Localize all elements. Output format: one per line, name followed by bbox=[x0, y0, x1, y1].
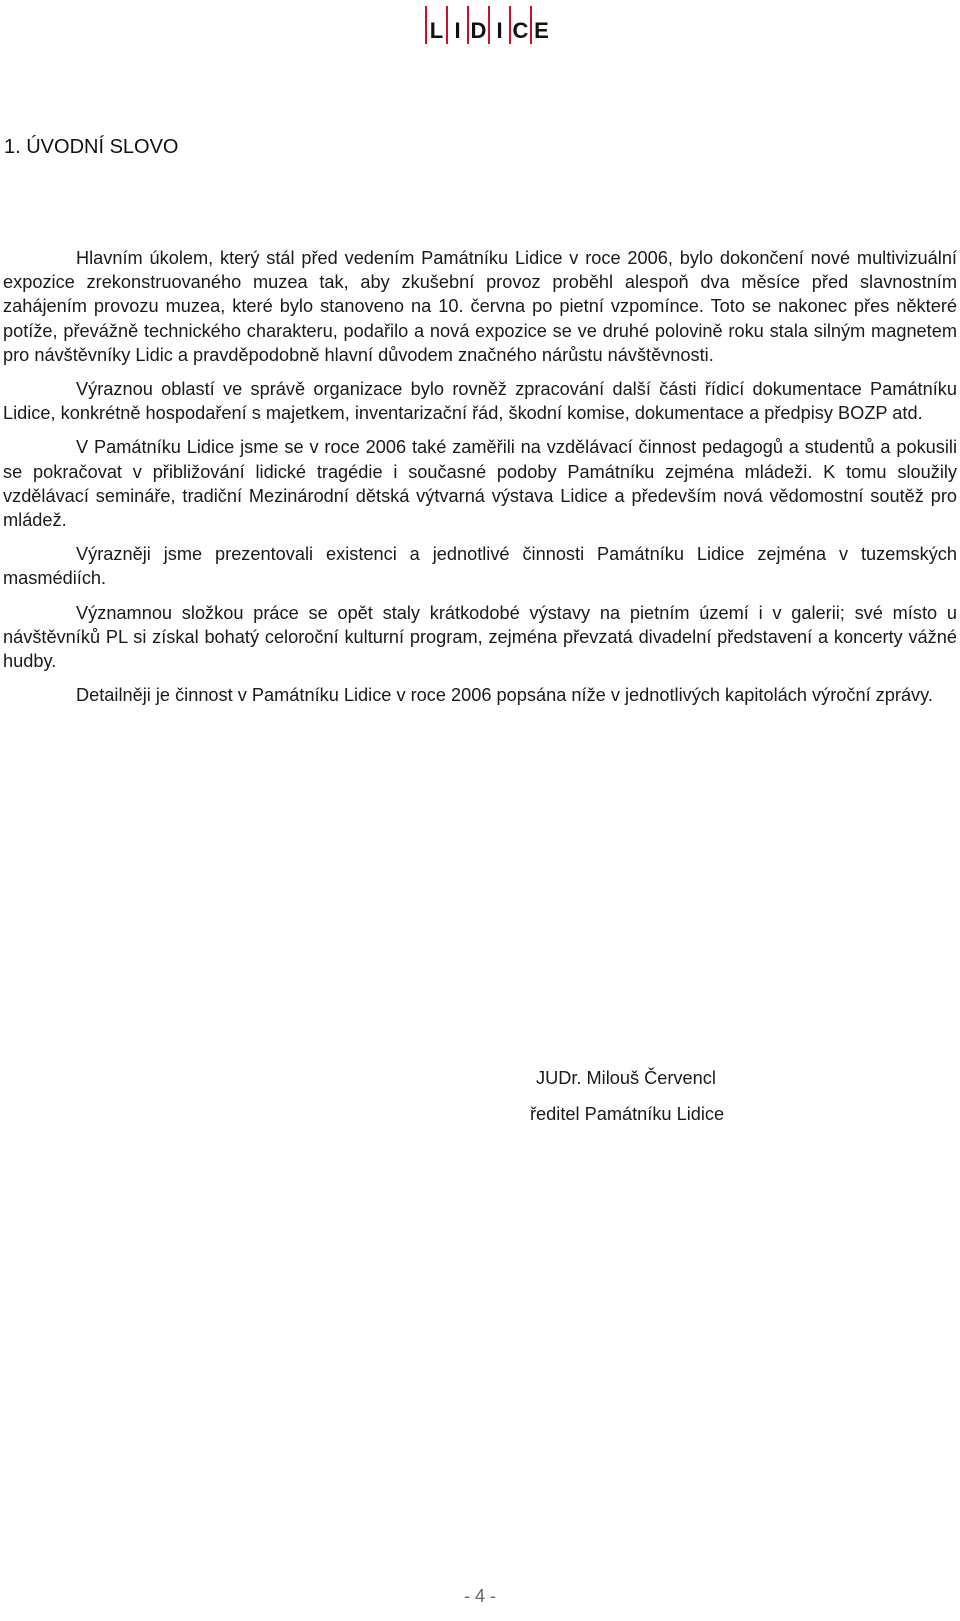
logo-letter: I bbox=[454, 18, 461, 43]
signature-title: ředitel Památníku Lidice bbox=[530, 1104, 725, 1124]
signature-name: JUDr. Milouš Červencl bbox=[536, 1068, 716, 1088]
paragraph: Výrazněji jsme prezentovali existenci a jednotlivé činnosti Památníku Lidice zejména v tuzemských masmédiích. bbox=[3, 544, 957, 589]
logo-letter: E bbox=[534, 18, 549, 43]
logo-letter: I bbox=[496, 18, 503, 43]
paragraph: V Památníku Lidice jsme se v roce 2006 také zaměřili na vzdělávací činnost pedagogů a studentů a pokusili se pokračovat v přibližování lidické tragédie i současné podoby Památníku zejména mládeži. K tomu sloužily vzdělávací semináře, tradiční Mezinárodní dětská výtvarná výstava Lidice a především nová vědomostní soutěž pro mládež. bbox=[3, 437, 957, 531]
page-number: - 4 - bbox=[463, 1586, 496, 1606]
paragraph: Významnou složkou práce se opět staly krátkodobé výstavy na pietním území i v galerii; své místo u návštěvníků PL si získal bohatý celoroční kulturní program, zejména převzatá divadelní představení a koncerty vážné hudby. bbox=[3, 602, 957, 672]
lidice-logo bbox=[425, 4, 551, 44]
paragraph: Hlavním úkolem, který stál před vedením Památníku Lidice v roce 2006, bylo dokončení nové multivizuální expozice zrekonstruovaného muzea tak, aby zkušební provoz proběhl alespoň dva měsíce před slavnostním zahájením provozu muzea, které bylo stanoveno na 10. června po pietní vzpomínce. Toto se nakonec přes některé potíže, převážně technického charakteru, podařilo a nová expozice se ve druhé polovině roku stala silným magnetem pro návštěvníky Lidic a pravděpodobně hlavní důvodem značného nárůstu návštěvnosti. bbox=[3, 248, 957, 365]
paragraph: Výraznou oblastí ve správě organizace bylo rovněž zpracování další části řídicí dokumentace Památníku Lidice, konkrétně hospodaření s majetkem, inventarizační řád, škodní komise, dokumentace a předpisy BOZP atd. bbox=[3, 379, 957, 424]
logo-letter: L bbox=[429, 18, 444, 43]
signature-block bbox=[530, 1066, 724, 1126]
logo-letter: C bbox=[512, 18, 529, 43]
document-body bbox=[3, 246, 957, 717]
paragraph: Detailněji je činnost v Památníku Lidice v roce 2006 popsána níže v jednotlivých kapitolách výroční zprávy. bbox=[76, 685, 933, 706]
section-heading: 1. ÚVODNÍ SLOVO bbox=[4, 136, 179, 158]
logo-letter: D bbox=[470, 18, 487, 43]
